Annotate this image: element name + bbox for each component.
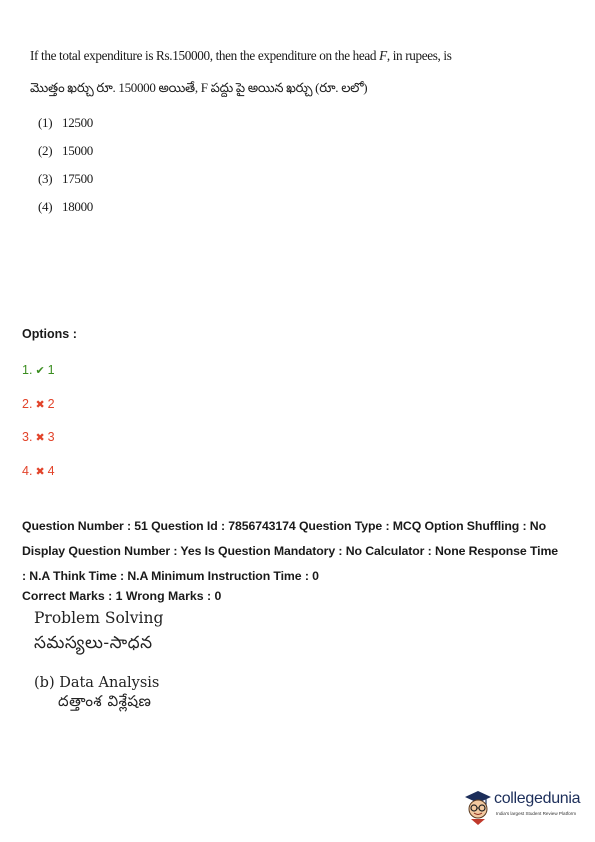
- choice-item: [38, 199, 570, 227]
- cross-icon: ✖: [35, 432, 45, 444]
- question-text-part: If the total expenditure is Rs.150000, then the expenditure on the head: [30, 48, 380, 63]
- options-heading: Options :: [22, 327, 77, 341]
- cross-icon: ✖: [35, 399, 45, 411]
- choice-value: 17500: [62, 171, 94, 186]
- choice-number: (3): [38, 171, 53, 186]
- student-mascot-icon: [462, 788, 494, 826]
- choice-number: (4): [38, 199, 53, 214]
- option-label: 3: [47, 430, 55, 444]
- option-1: [22, 363, 55, 377]
- metadata-line: Question Number : 51 Question Id : 7856743174 Question Type : MCQ Option Shuffling : No: [22, 519, 546, 533]
- option-label: 1: [47, 363, 55, 377]
- option-index: 1.: [22, 363, 33, 377]
- question-text-telugu: మొత్తం ఖర్చు రూ. 150000 అయితే, F పద్దు పై అయిన ఖర్చు (రూ. లలో): [30, 80, 368, 95]
- option-2: [22, 397, 55, 411]
- collegedunia-logo: [462, 788, 587, 826]
- choice-value: 12500: [62, 115, 94, 130]
- answer-choices: [38, 115, 570, 227]
- option-label: 4: [47, 464, 55, 478]
- marks-info: Correct Marks : 1 Wrong Marks : 0: [22, 589, 222, 603]
- option-index: 2.: [22, 397, 33, 411]
- option-index: 3.: [22, 430, 33, 444]
- option-index: 4.: [22, 464, 33, 478]
- choice-number: (2): [38, 143, 53, 158]
- choice-item: [38, 115, 570, 143]
- subsection-title-english: (b) Data Analysis: [34, 675, 160, 691]
- question-text-english: [30, 48, 570, 64]
- choice-value: 18000: [62, 199, 94, 214]
- question-block: [30, 48, 570, 227]
- question-text-part: , in rupees, is: [386, 48, 452, 63]
- subsection-title-telugu: దత్తాంశ విశ్లేషణ: [58, 692, 152, 710]
- section-title-english: Problem Solving: [34, 609, 164, 627]
- choice-item: [38, 143, 570, 171]
- metadata-line: Display Question Number : Yes Is Question Mandatory : No Calculator : None Response Time: [22, 544, 559, 558]
- question-metadata: [22, 514, 577, 589]
- metadata-line: : N.A Think Time : N.A Minimum Instruction Time : 0: [22, 569, 319, 583]
- choice-item: [38, 171, 570, 199]
- option-3: [22, 430, 55, 444]
- question-variable: F: [379, 48, 387, 63]
- cross-icon: ✖: [35, 466, 45, 478]
- choice-value: 15000: [62, 143, 94, 158]
- logo-wordmark: collegedunia: [494, 790, 581, 807]
- check-icon: ✔: [35, 365, 45, 377]
- choice-number: (1): [38, 115, 53, 130]
- option-label: 2: [47, 397, 55, 411]
- section-title-telugu: సమస్యలు-సాధన: [34, 633, 153, 653]
- logo-tagline: India's largest Student Review Platform: [496, 811, 577, 816]
- option-4: [22, 464, 55, 478]
